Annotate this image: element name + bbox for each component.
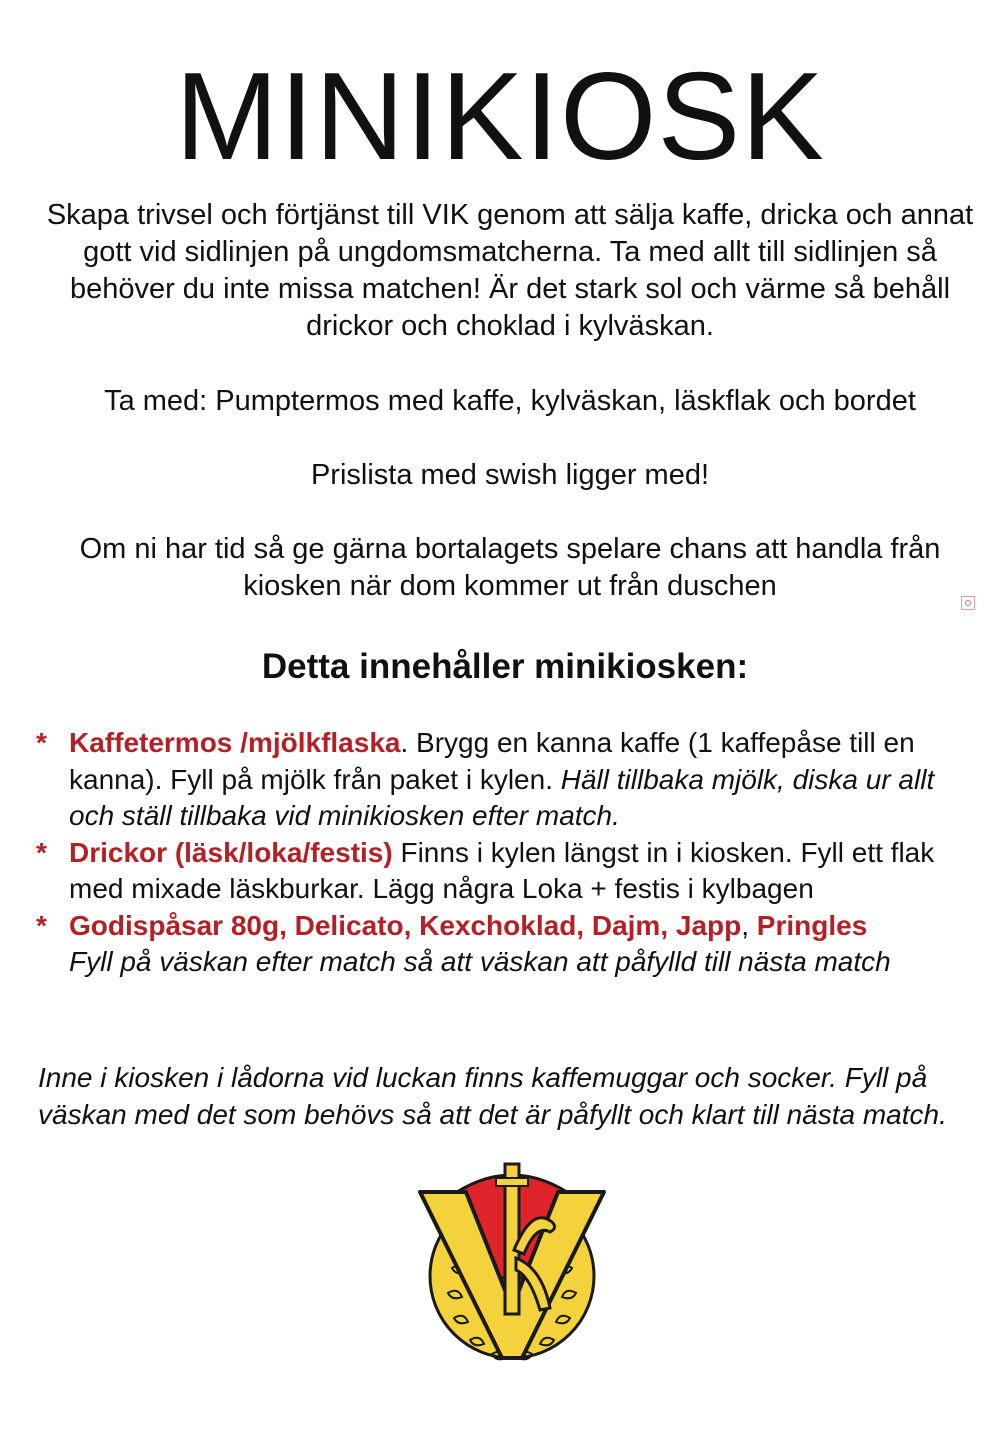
intro-paragraph: Skapa trivsel och förtjänst till VIK genom att sälja kaffe, dricka och annat gott vid sidlinjen på ungdomsmatcherna. Ta med allt till sidlinjen så behöver du inte missa matchen! Är det stark sol och värme så behåll drickor och choklad i kylväskan. (46, 199, 974, 342)
logo-crossbar (496, 1178, 528, 1186)
bullet-asterisk-icon: * (36, 909, 47, 941)
list-item (36, 725, 986, 835)
club-logo (412, 1158, 612, 1368)
price-list-note: Prislista med swish ligger med! (310, 459, 710, 491)
item-instruction: Fyll på väskan efter match så att väskan att påfylld till nästa match (69, 946, 891, 977)
item-instruction: Häll tillbaka mjölk, diska ur allt och ställ tillbaka vid minikiosken efter match. (69, 763, 935, 831)
item-highlight-pringles: Pringles (756, 909, 868, 941)
bring-along-text: Ta med: Pumptermos med kaffe, kylväskan, läskflak och bordet (104, 385, 916, 417)
item-text: Finns i kylen längst in i kiosken. Fyll ett flak med mixade läskburkar. Lägg några Loka + festis i kylbagen (69, 836, 935, 904)
footer-note: Inne i kiosken i lådorna vid luckan finns kaffemuggar och socker. Fyll på väskan med det som behövs så att det är påfyllt och klart till nästa match. (38, 1062, 947, 1130)
bullet-asterisk-icon: * (36, 727, 47, 758)
embedded-object-icon[interactable] (961, 596, 975, 610)
list-item (36, 908, 986, 981)
list-item (36, 835, 986, 908)
item-separator: , (741, 909, 757, 941)
bullet-asterisk-icon: * (36, 836, 47, 868)
item-highlight: Kaffetermos /mjölkflaska (69, 727, 401, 758)
contents-heading: Detta innehåller minikiosken: (261, 647, 749, 686)
away-team-note: Om ni har tid så ge gärna bortalagets spelare chans att handla från kiosken när dom kommer ut från duschen (79, 533, 941, 602)
item-highlight: Godispåsar 80g, Delicato, Kexchoklad, Dajm, Japp (69, 909, 742, 941)
item-text: . Brygg en kanna kaffe (1 kaffepåse till en kanna). Fyll på mjölk från paket i kylen. (69, 727, 915, 795)
contents-list (36, 725, 986, 981)
item-highlight: Drickor (läsk/loka/festis) (69, 836, 393, 868)
page-title: MINIKIOSK (175, 48, 825, 186)
